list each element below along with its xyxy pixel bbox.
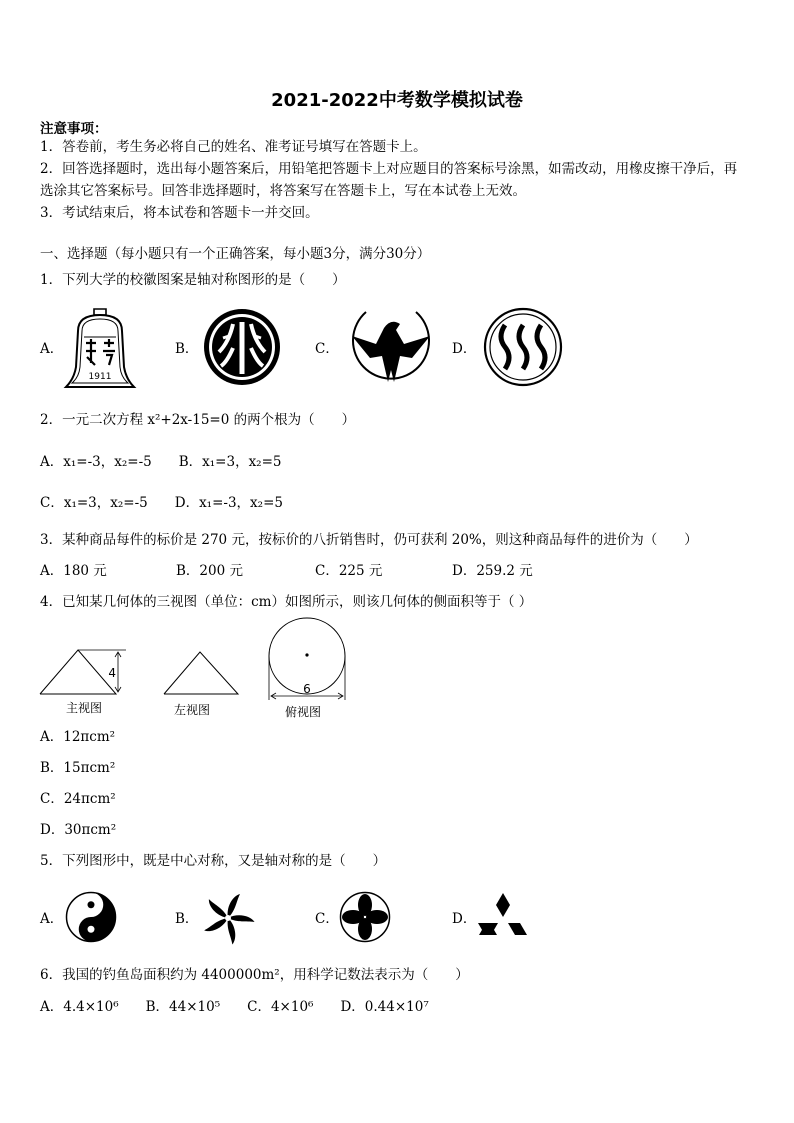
q2-stem: 2．一元二次方程 x²+2x-15=0 的两个根为（ ） (40, 412, 356, 428)
q4-option-a: A．12πcm² (40, 729, 116, 745)
q5-stem: 5．下列图形中，既是中心对称，又是轴对称的是（ ） (40, 853, 387, 869)
q4-option-b: B．15πcm² (40, 760, 116, 776)
q4-option-d: D．30πcm² (40, 822, 117, 838)
notes-heading: 注意事项： (40, 121, 108, 137)
pinwheel-flower-icon (200, 890, 256, 946)
four-petal-icon (339, 891, 391, 943)
notes-line-3: 选涂其它答案标号。回答非选择题时，将答案写在答题卡上，写在本试卷上无效。 (40, 183, 526, 199)
top-view-caption: 俯视图 (285, 705, 322, 719)
notes-line-1: 1．答卷前，考生务必将自己的姓名、准考证号填写在答题卡上。 (40, 139, 427, 155)
q1-stem: 1．下列大学的校徽图案是轴对称图形的是（ ） (40, 272, 346, 288)
page-title: 2021-2022中考数学模拟试卷 (271, 90, 523, 111)
character-emblem-icon (203, 308, 281, 386)
eagle-emblem-icon (348, 306, 434, 386)
q3-stem: 3．某种商品每件的标价是 270 元，按标价的八折销售时，仍可获利 20%，则这种商品每件的进价为（ ） (40, 532, 698, 548)
q6-stem: 6．我国的钓鱼岛面积约为 4400000m²，用科学记数法表示为（ ） (40, 967, 469, 983)
q1-label-c: C． (315, 341, 339, 357)
q6-options: A．4.4×10⁶ B．44×10⁵ C．4×10⁶ D．0.44×10⁷ (40, 999, 429, 1015)
q3-option-a: A．180 元 (40, 563, 107, 579)
front-view-figure (38, 640, 138, 700)
height-dimension: 4 (108, 666, 116, 680)
q2-options-row-1: A．x₁=-3，x₂=-5 B．x₁=3，x₂=5 (40, 454, 282, 470)
q3-option-b: B．200 元 (176, 563, 243, 579)
q4-option-c: C．24πcm² (40, 791, 116, 807)
bell-year-text: 1911 (88, 372, 112, 382)
q5-label-a: A． (40, 911, 64, 927)
q1-label-a: A． (40, 341, 64, 357)
q1-label-d: D． (452, 341, 477, 357)
q1-label-b: B． (175, 341, 199, 357)
q2-options-row-2: C．x₁=3，x₂=-5 D．x₁=-3，x₂=5 (40, 495, 283, 511)
bell-emblem-icon (64, 307, 136, 393)
left-view-figure (162, 648, 242, 698)
yin-yang-icon (65, 891, 117, 943)
q4-stem: 4．已知某几何体的三视图（单位：cm）如图所示，则该几何体的侧面积等于（ ） (40, 594, 533, 610)
front-view-caption: 主视图 (66, 701, 103, 715)
q5-label-b: B． (175, 911, 199, 927)
left-view-caption: 左视图 (174, 703, 211, 717)
wave-emblem-icon (483, 307, 563, 387)
width-dimension: 6 (303, 682, 311, 696)
notes-line-4: 3．考试结束后，将本试卷和答题卡一并交回。 (40, 205, 319, 221)
q3-option-d: D．259.2 元 (452, 563, 533, 579)
notes-line-2: 2．回答选择题时，选出每小题答案后，用铅笔把答题卡上对应题目的答案标号涂黑，如需改动，用橡皮擦干净后，再 (40, 161, 738, 177)
q5-label-d: D． (452, 911, 477, 927)
top-view-figure (266, 616, 348, 706)
three-diamonds-icon (478, 893, 528, 939)
section-heading: 一、选择题（每小题只有一个正确答案，每小题3分，满分30分） (40, 246, 431, 262)
q5-label-c: C． (315, 911, 339, 927)
q3-option-c: C．225 元 (315, 563, 383, 579)
